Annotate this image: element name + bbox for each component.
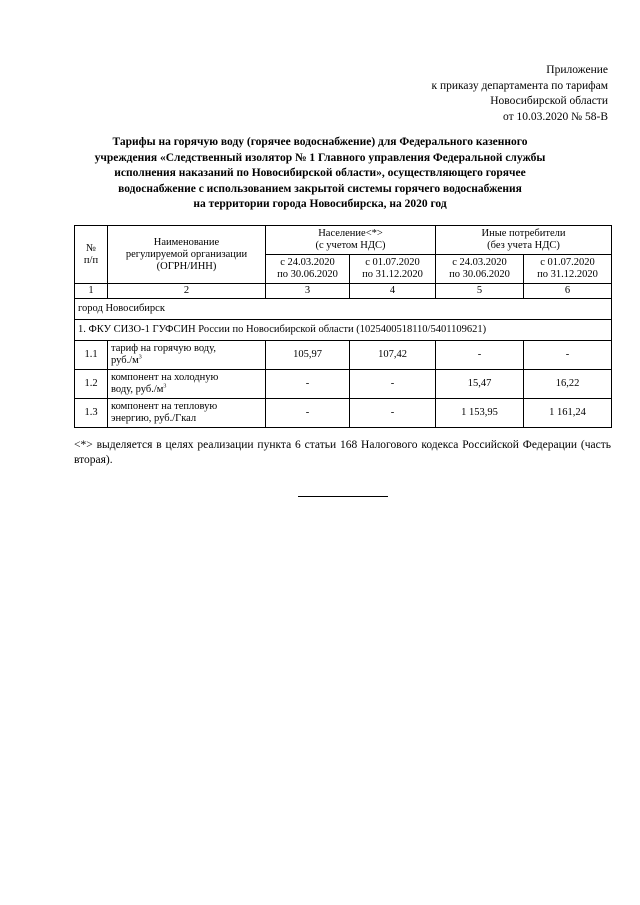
value-cell: 107,42 xyxy=(350,341,436,370)
title-line: учреждения «Следственный изолятор № 1 Главного управления Федеральной службы xyxy=(94,151,546,164)
header-population: Население<*> (с учетом НДС) xyxy=(266,226,436,255)
attachment-line: от 10.03.2020 № 58-В xyxy=(503,110,608,123)
value-cell: - xyxy=(350,370,436,399)
period-cell: с 01.07.2020 по 31.12.2020 xyxy=(524,255,612,284)
title-line: Тарифы на горячую воду (горячее водоснабжение) для Федерального казенного xyxy=(112,136,528,148)
attachment-line: Приложение xyxy=(546,64,608,76)
value-cell: 105,97 xyxy=(266,341,350,370)
column-number-row xyxy=(75,284,612,299)
tariff-table xyxy=(74,225,612,428)
value-cell: - xyxy=(436,341,524,370)
column-number: 5 xyxy=(436,284,524,299)
value-cell: - xyxy=(524,341,612,370)
closing-rule xyxy=(298,496,388,497)
attachment-block xyxy=(431,63,608,125)
value-cell: 1 153,95 xyxy=(436,399,524,428)
period-cell: с 24.03.2020 по 30.06.2020 xyxy=(436,255,524,284)
header-num: № п/п xyxy=(75,226,108,284)
row-name: тариф на горячую воду, $руб./м^3$ xyxy=(108,341,266,370)
value-cell: 1 161,24 xyxy=(524,399,612,428)
document-title xyxy=(60,135,580,213)
city-row xyxy=(75,299,612,320)
table-row xyxy=(75,399,612,428)
title-line: на территории города Новосибирска, на 2020 год xyxy=(193,198,447,210)
period-cell: с 01.07.2020 по 31.12.2020 xyxy=(350,255,436,284)
organization-name: 1. ФКУ СИЗО-1 ГУФСИН России по Новосибирской области (1025400518110/5401109621) xyxy=(75,320,612,341)
column-number: 2 xyxy=(108,284,266,299)
attachment-line: Новосибирской области xyxy=(490,95,608,107)
value-cell: 15,47 xyxy=(436,370,524,399)
table-row xyxy=(75,370,612,399)
value-cell: - xyxy=(350,399,436,428)
header-other-consumers: Иные потребители (без учета НДС) xyxy=(436,226,612,255)
column-number: 1 xyxy=(75,284,108,299)
row-number: 1.2 xyxy=(75,370,108,399)
attachment-line: к приказу департамента по тарифам xyxy=(431,79,608,92)
organization-row xyxy=(75,320,612,341)
column-number: 3 xyxy=(266,284,350,299)
title-line: водоснабжение с использованием закрытой системы горячего водоснабжения xyxy=(118,182,522,195)
table-row xyxy=(75,341,612,370)
value-cell: - xyxy=(266,370,350,399)
value-cell: - xyxy=(266,399,350,428)
value-cell: 16,22 xyxy=(524,370,612,399)
row-number: 1.1 xyxy=(75,341,108,370)
period-cell: с 24.03.2020 по 30.06.2020 xyxy=(266,255,350,284)
header-org: Наименование регулируемой организации (ОГРН/ИНН) xyxy=(108,226,266,284)
title-line: исполнения наказаний по Новосибирской области», осуществляющего горячее xyxy=(114,167,526,179)
city-name: город Новосибирск xyxy=(75,299,612,320)
footnote: <*> выделяется в целях реализации пункта 6 статьи 168 Налогового кодекса Российской Федерации (часть вторая). xyxy=(74,439,611,466)
row-name: компонент на холодную воду, $руб./м^3$ xyxy=(108,370,266,399)
header-row xyxy=(75,226,612,255)
column-number: 4 xyxy=(350,284,436,299)
row-number: 1.3 xyxy=(75,399,108,428)
column-number: 6 xyxy=(524,284,612,299)
row-name: компонент на тепловую энергию, руб./Гкал xyxy=(108,399,266,428)
